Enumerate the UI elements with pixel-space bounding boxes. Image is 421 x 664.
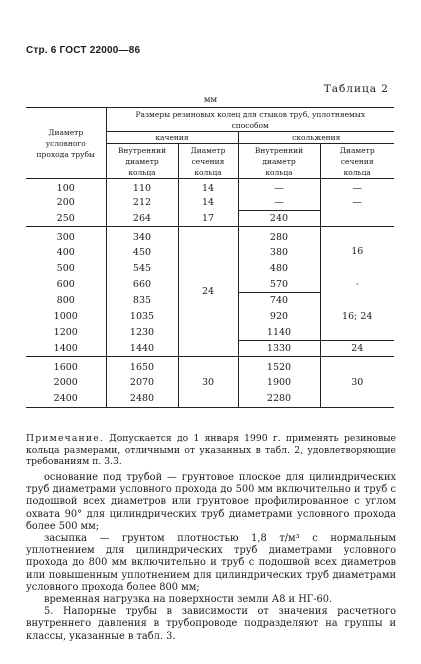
cell-inner-rolling: 545 bbox=[106, 261, 178, 277]
cell-section-rolling: 17 bbox=[178, 211, 238, 227]
cell-diameter: 600 bbox=[56, 279, 75, 290]
cell-inner-sliding: 280 bbox=[238, 227, 320, 245]
paragraph: засыпка — грунтом плотностью 1,8 т/м³ с нормальным уплотнением для цилиндрических труб диаметрами условного прохода до 800 мм включительно и труб с подошвой всех диаметров или повышенным уплотнением для цилиндрических труб диаметрами условного прохода более 800 мм; bbox=[26, 533, 396, 593]
cell-inner-rolling: 660 bbox=[106, 277, 178, 293]
cell-diameter: 300 bbox=[56, 232, 75, 244]
group-header: Размеры резиновых колец для стыков труб, уплотняемых способом bbox=[106, 108, 394, 132]
cell-diameter: 2000 bbox=[53, 377, 78, 388]
col-header-inner-rolling: Внутренний диаметр кольца bbox=[106, 144, 178, 179]
cell-section-sliding-dot: · bbox=[320, 277, 394, 293]
cell-diameter: 100 bbox=[56, 183, 75, 195]
cell-inner-sliding: 1520 bbox=[238, 357, 320, 375]
cell-inner-rolling: 1230 bbox=[106, 325, 178, 341]
cell-section-rolling: 14 bbox=[178, 179, 238, 195]
cell-inner-rolling: 264 bbox=[106, 211, 178, 227]
cell-inner-sliding: 920 bbox=[238, 309, 320, 325]
cell-inner-sliding: 570 bbox=[238, 277, 320, 293]
cell-inner-sliding: 1900 bbox=[238, 375, 320, 391]
cell-diameter: 1200 bbox=[53, 327, 78, 338]
cell-section-sliding: — bbox=[320, 195, 394, 211]
cell-diameter: 500 bbox=[56, 263, 75, 274]
cell-diameter: 250 bbox=[56, 212, 75, 224]
page-header: Стр. 6 ГОСТ 22000—86 bbox=[26, 45, 141, 56]
col-header-inner-sliding: Внутренний диаметр кольца bbox=[238, 144, 320, 179]
cell-inner-rolling: 2070 bbox=[106, 375, 178, 391]
cell-inner-sliding: 1140 bbox=[238, 325, 320, 341]
paragraph: временная нагрузка на поверхности земли А8 и НГ-60. bbox=[44, 594, 333, 606]
paragraph: 5. Напорные трубы в зависимости от значения расчетного внутреннего давления в трубопроводе подразделяют на группы и классы, указанные в табл. 3. bbox=[26, 606, 396, 642]
cell-inner-rolling: 2480 bbox=[106, 391, 178, 408]
cell-diameter: 2400 bbox=[53, 393, 78, 405]
cell-inner-sliding: 240 bbox=[238, 211, 320, 227]
cell-inner-sliding: — bbox=[238, 195, 320, 211]
table-row bbox=[26, 211, 394, 227]
cell-diameter: 400 bbox=[56, 247, 75, 258]
table-row bbox=[26, 179, 394, 195]
cell-inner-rolling: 450 bbox=[106, 245, 178, 261]
cell-section-rolling: 14 bbox=[178, 195, 238, 211]
cell-diameter: 800 bbox=[56, 295, 75, 306]
cell-section-sliding-merged: 16; 24 bbox=[320, 293, 394, 341]
cell-diameter: 1000 bbox=[53, 311, 78, 322]
note-text: Допускается до 1 января 1990 г. применять резиновые кольца размерами, отличными от указанных в табл. 2, удовлетворяющие требованиям п. 3.3. bbox=[26, 433, 396, 467]
cell-diameter: 1600 bbox=[53, 362, 78, 374]
table-note bbox=[26, 433, 396, 468]
cell-diameter: 200 bbox=[56, 197, 75, 208]
cell-section-rolling-merged: 24 bbox=[178, 227, 238, 357]
cell-inner-rolling: 110 bbox=[106, 179, 178, 195]
paragraph: основание под трубой — грунтовое плоское для цилиндрических труб диаметрами условного прохода до 500 мм включительно и труб с подошвой всех диаметров или грунтовое профилированное с углом охвата 90° для цилиндрических труб диаметрами условного прохода более 500 мм; bbox=[26, 472, 396, 532]
table-caption: Таблица 2 bbox=[323, 83, 389, 95]
ring-sizes-table bbox=[26, 107, 394, 408]
cell-section-sliding-merged: 30 bbox=[320, 357, 394, 408]
cell-inner-sliding: — bbox=[238, 179, 320, 195]
col-header-section-rolling: Диаметр сечения кольца bbox=[178, 144, 238, 179]
subheader-rolling: качения bbox=[106, 132, 238, 144]
cell-section-sliding bbox=[320, 211, 394, 227]
cell-inner-sliding: 480 bbox=[238, 261, 320, 277]
cell-diameter: 1400 bbox=[53, 342, 78, 354]
cell-inner-sliding: 2280 bbox=[238, 391, 320, 408]
col-header-diameter: Диаметр условного прохода трубы bbox=[36, 127, 95, 159]
cell-inner-rolling: 340 bbox=[106, 227, 178, 245]
table-row bbox=[26, 357, 394, 375]
cell-inner-rolling: 1440 bbox=[106, 341, 178, 357]
table-row bbox=[26, 227, 394, 245]
cell-inner-rolling: 1650 bbox=[106, 357, 178, 375]
note-label: Примечание. bbox=[26, 433, 104, 444]
table-units: мм bbox=[203, 95, 218, 105]
table-row bbox=[26, 195, 394, 211]
col-header-section-sliding: Диаметр сечения кольца bbox=[320, 144, 394, 179]
cell-inner-sliding: 740 bbox=[238, 293, 320, 309]
cell-section-sliding: 24 bbox=[320, 341, 394, 357]
cell-inner-rolling: 212 bbox=[106, 195, 178, 211]
cell-inner-sliding: 1330 bbox=[238, 341, 320, 357]
cell-section-sliding: — bbox=[320, 179, 394, 195]
subheader-sliding: скольжения bbox=[238, 132, 394, 144]
body-text bbox=[26, 472, 396, 643]
cell-inner-rolling: 1035 bbox=[106, 309, 178, 325]
cell-section-rolling-merged: 30 bbox=[178, 357, 238, 408]
cell-inner-rolling: 835 bbox=[106, 293, 178, 309]
cell-section-sliding-merged: 16 bbox=[320, 227, 394, 277]
cell-inner-sliding: 380 bbox=[238, 245, 320, 261]
